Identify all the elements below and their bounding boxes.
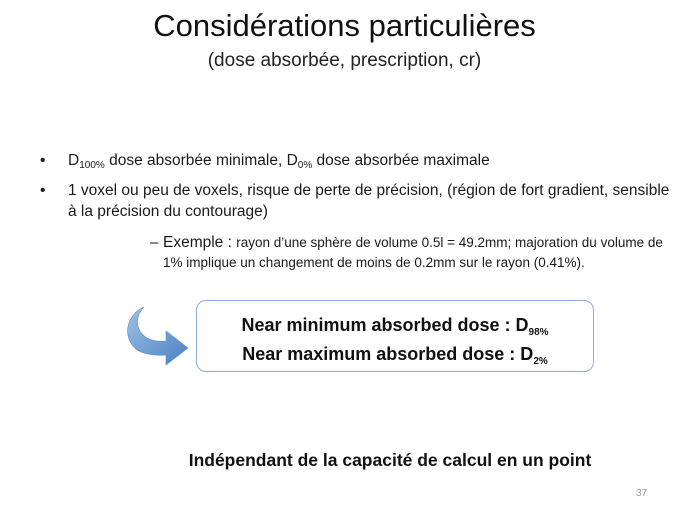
bullet-item-2 — [40, 180, 670, 222]
example-lead: Exemple : — [163, 234, 237, 251]
near-minimum-line: Near minimum absorbed dose : $D_{98\%}$ — [241, 315, 549, 338]
d100-subscript: 100% — [79, 160, 105, 171]
bullet-item-1 — [40, 150, 670, 176]
d0-subscript: 0% — [297, 160, 313, 171]
curved-arrow-icon — [118, 303, 190, 367]
d2-subscript: 2% — [533, 356, 548, 367]
d98-subscript: 98% — [528, 327, 549, 338]
sub-item-dash: – — [150, 234, 159, 251]
bullet-marker: • — [40, 182, 46, 199]
d100-label: D — [68, 152, 80, 169]
slide-title: Considérations particulières — [153, 8, 536, 43]
bullet2-text: 1 voxel ou peu de voxels, risque de perte de précision, (région de fort gradient, sensible à la précision du contourage) — [68, 182, 670, 220]
page-number: 37 — [636, 488, 648, 499]
bullet1-text-a: dose absorbée minimale, D — [104, 152, 298, 169]
dose-definition-box — [196, 300, 594, 372]
slide-subtitle: (dose absorbée, prescription, cr) — [207, 50, 482, 71]
example-sub-item — [150, 233, 680, 273]
bottom-statement: Indépendant de la capacité de calcul en un point — [188, 450, 592, 470]
example-text: rayon d’une sphère de volume 0.5l = 49.2mm; majoration du volume de 1% implique un changement de moins de 0.2mm sur le rayon (0.41%). — [163, 235, 663, 270]
near-maximum-line: Near maximum absorbed dose : $D_{2\%}$ — [242, 344, 548, 367]
bullet1-text-b: dose absorbée maximale — [312, 152, 490, 169]
bullet-list — [40, 150, 670, 226]
bullet-marker: • — [40, 152, 46, 169]
